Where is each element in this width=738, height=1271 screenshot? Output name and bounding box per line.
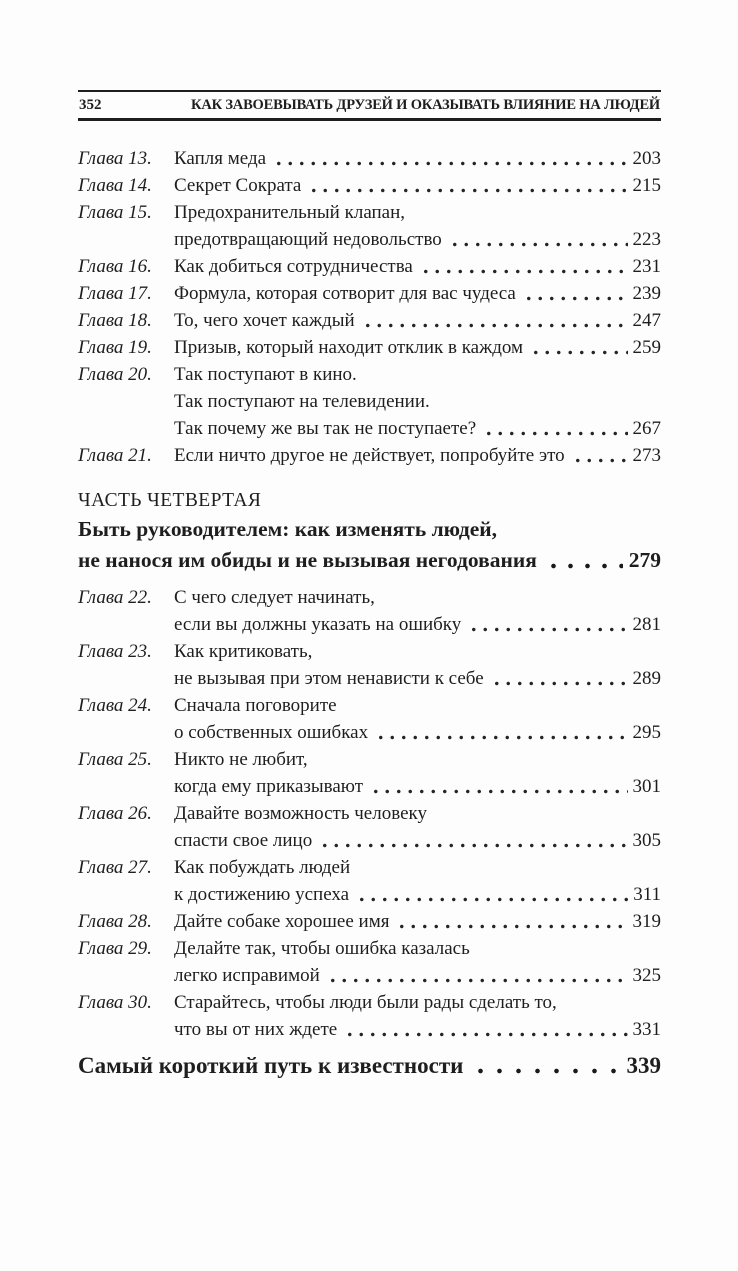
chapter-title: Так поступают на телевидении. — [174, 391, 430, 412]
dot-leader — [356, 881, 628, 908]
toc-entry — [78, 172, 661, 199]
part-title-text: Быть руководителем: как изменять людей, — [78, 517, 498, 541]
entry-line — [174, 638, 661, 665]
entry-lines — [174, 442, 661, 469]
chapter-title: не вызывая при этом ненависти к себе — [174, 668, 484, 689]
part-title-line — [78, 545, 661, 576]
entry-line — [174, 442, 661, 469]
toc-entry — [78, 280, 661, 307]
chapter-title: если вы должны указать на ошибку — [174, 614, 462, 635]
chapter-label: Глава 15. — [78, 202, 152, 223]
chapter-title: когда ему приказывают — [174, 776, 364, 797]
entry-line — [174, 361, 661, 388]
entry-lines — [174, 935, 661, 989]
entry-line — [174, 253, 661, 280]
toc-entry — [78, 307, 661, 334]
dot-leader — [483, 415, 627, 442]
entry-lines — [174, 361, 661, 442]
toc-entry — [78, 854, 661, 908]
entry-lines — [174, 989, 661, 1043]
chapter-label: Глава 25. — [78, 749, 152, 770]
entry-line — [174, 334, 661, 361]
toc-entry — [78, 584, 661, 638]
dot-leader — [471, 1050, 620, 1082]
entry-line — [174, 881, 661, 908]
chapter-title: Делайте так, чтобы ошибка казалась — [174, 938, 470, 959]
chapter-label: Глава 30. — [78, 992, 152, 1013]
chapter-page: 203 — [632, 148, 661, 169]
entry-lines — [174, 253, 661, 280]
chapter-title: спасти свое лицо — [174, 830, 313, 851]
chapter-page: 319 — [632, 911, 661, 932]
chapter-page: 223 — [632, 229, 661, 250]
book-page — [0, 90, 738, 1271]
entry-line — [174, 962, 661, 989]
chapter-title: о собственных ошибках — [174, 722, 369, 743]
chapter-title: Предохранительный клапан, — [174, 202, 406, 223]
entry-lines — [174, 280, 661, 307]
chapter-label: Глава 19. — [78, 337, 152, 358]
chapter-label: Глава 13. — [78, 148, 152, 169]
chapter-page: 267 — [632, 418, 661, 439]
chapter-page: 305 — [632, 830, 661, 851]
entry-lines — [174, 908, 661, 935]
running-title: КАК ЗАВОЕВЫВАТЬ ДРУЗЕЙ И ОКАЗЫВАТЬ ВЛИЯНИЕ НА ЛЮДЕЙ — [191, 97, 660, 113]
chapter-title: Капля меда — [174, 148, 267, 169]
chapter-title: Сначала поговорите — [174, 695, 337, 716]
chapter-title: Так поступают в кино. — [174, 364, 357, 385]
entry-lines — [174, 307, 661, 334]
dot-leader — [375, 719, 627, 746]
chapter-title: Так почему же вы так не поступаете? — [174, 418, 477, 439]
entry-lines — [174, 584, 661, 638]
section-page: 339 — [626, 1053, 661, 1078]
entry-line — [174, 854, 661, 881]
entry-line — [174, 935, 661, 962]
toc-entry — [78, 800, 661, 854]
chapter-label: Глава 17. — [78, 283, 152, 304]
chapter-title: Старайтесь, чтобы люди были рады сделать то, — [174, 992, 557, 1013]
chapter-label: Глава 23. — [78, 641, 152, 662]
chapter-page: 281 — [632, 614, 661, 635]
chapter-page: 215 — [632, 175, 661, 196]
part-page: 279 — [628, 548, 661, 572]
chapter-label: Глава 24. — [78, 695, 152, 716]
entry-line — [174, 226, 661, 253]
chapter-title: Призыв, который находит отклик в каждом — [174, 337, 524, 358]
entry-line — [174, 989, 661, 1016]
chapter-title: Давайте возможность человеку — [174, 803, 427, 824]
entry-line — [174, 307, 661, 334]
entry-lines — [174, 199, 661, 253]
part-title-text: не нанося им обиды и не вызывая негодования — [78, 548, 537, 572]
chapter-label: Глава 28. — [78, 911, 152, 932]
chapter-title: Формула, которая сотворит для вас чудеса — [174, 283, 516, 304]
chapter-page: 311 — [633, 884, 661, 905]
chapter-label: Глава 29. — [78, 938, 152, 959]
entry-lines — [174, 854, 661, 908]
chapter-page: 273 — [632, 445, 661, 466]
chapter-label: Глава 20. — [78, 364, 152, 385]
chapter-title: Как добиться сотрудничества — [174, 256, 413, 277]
part4-entries — [78, 584, 661, 1043]
dot-leader — [396, 908, 627, 935]
chapter-title: к достижению успеха — [174, 884, 350, 905]
chapter-title: Секрет Сократа — [174, 175, 302, 196]
entry-lines — [174, 334, 661, 361]
entry-lines — [174, 145, 661, 172]
entry-line — [174, 611, 661, 638]
toc-entry — [78, 145, 661, 172]
toc-entry — [78, 253, 661, 280]
entry-line — [174, 800, 661, 827]
chapter-title: То, чего хочет каждый — [174, 310, 355, 331]
entry-line — [174, 908, 661, 935]
toc-entry — [78, 746, 661, 800]
entry-line — [174, 692, 661, 719]
entry-line — [174, 280, 661, 307]
chapter-page: 301 — [632, 776, 661, 797]
entry-line — [174, 172, 661, 199]
entry-line — [174, 1016, 661, 1043]
toc-entry — [78, 908, 661, 935]
chapter-title: что вы от них ждете — [174, 1019, 338, 1040]
chapter-page: 239 — [632, 283, 661, 304]
dot-leader — [491, 665, 628, 692]
dot-leader — [308, 172, 627, 199]
running-header — [78, 90, 661, 121]
dot-leader — [327, 962, 628, 989]
dot-leader — [362, 307, 628, 334]
chapter-page: 259 — [632, 337, 661, 358]
entry-line — [174, 719, 661, 746]
chapter-page: 325 — [632, 965, 661, 986]
chapter-page: 295 — [632, 722, 661, 743]
part-kicker: ЧАСТЬ ЧЕТВЕРТАЯ — [78, 490, 262, 511]
chapter-title: Никто не любит, — [174, 749, 308, 770]
dot-leader — [523, 280, 628, 307]
dot-leader — [468, 611, 627, 638]
chapter-title: Дайте собаке хорошее имя — [174, 911, 390, 932]
entry-line — [174, 584, 661, 611]
entry-line — [174, 665, 661, 692]
section-title: Самый короткий путь к известности — [78, 1053, 464, 1078]
page-number: 352 — [79, 97, 102, 113]
chapter-label: Глава 22. — [78, 587, 152, 608]
toc-entry — [78, 361, 661, 442]
entry-line — [174, 415, 661, 442]
entry-lines — [174, 638, 661, 692]
chapter-title: Как побуждать людей — [174, 857, 351, 878]
chapter-label: Глава 26. — [78, 803, 152, 824]
dot-leader — [530, 334, 627, 361]
chapter-page: 247 — [632, 310, 661, 331]
chapter-label: Глава 14. — [78, 175, 152, 196]
entry-lines — [174, 746, 661, 800]
toc-entry — [78, 989, 661, 1043]
chapter-label: Глава 27. — [78, 857, 152, 878]
chapter-title: предотвращающий недовольство — [174, 229, 442, 250]
table-of-contents — [78, 145, 661, 1082]
dot-leader — [344, 1016, 627, 1043]
chapter-page: 231 — [632, 256, 661, 277]
chapter-label: Глава 21. — [78, 445, 152, 466]
entry-line — [174, 145, 661, 172]
chapter-title: С чего следует начинать, — [174, 587, 375, 608]
dot-leader — [273, 145, 627, 172]
entry-line — [174, 199, 661, 226]
chapter-title: легко исправимой — [174, 965, 320, 986]
dot-leader — [319, 827, 627, 854]
part-title — [78, 514, 661, 576]
chapter-page: 289 — [632, 668, 661, 689]
entry-line — [174, 388, 661, 415]
chapter-title: Как критиковать, — [174, 641, 313, 662]
entry-lines — [174, 800, 661, 854]
dot-leader — [449, 226, 628, 253]
final-section-entry — [78, 1050, 661, 1082]
entry-lines — [174, 692, 661, 746]
dot-leader — [545, 545, 623, 576]
entry-line — [174, 773, 661, 800]
entry-line — [174, 827, 661, 854]
toc-entry — [78, 334, 661, 361]
toc-entry — [78, 442, 661, 469]
toc-entry — [78, 638, 661, 692]
chapter-label: Глава 18. — [78, 310, 152, 331]
chapter-page: 331 — [632, 1019, 661, 1040]
toc-entry — [78, 692, 661, 746]
entry-lines — [174, 172, 661, 199]
dot-leader — [572, 442, 628, 469]
toc-entry — [78, 935, 661, 989]
dot-leader — [420, 253, 628, 280]
dot-leader — [370, 773, 627, 800]
part-title-line — [78, 514, 661, 545]
toc-entry — [78, 199, 661, 253]
chapter-label: Глава 16. — [78, 256, 152, 277]
chapter-title: Если ничто другое не действует, попробуйте это — [174, 445, 565, 466]
entry-line — [174, 746, 661, 773]
